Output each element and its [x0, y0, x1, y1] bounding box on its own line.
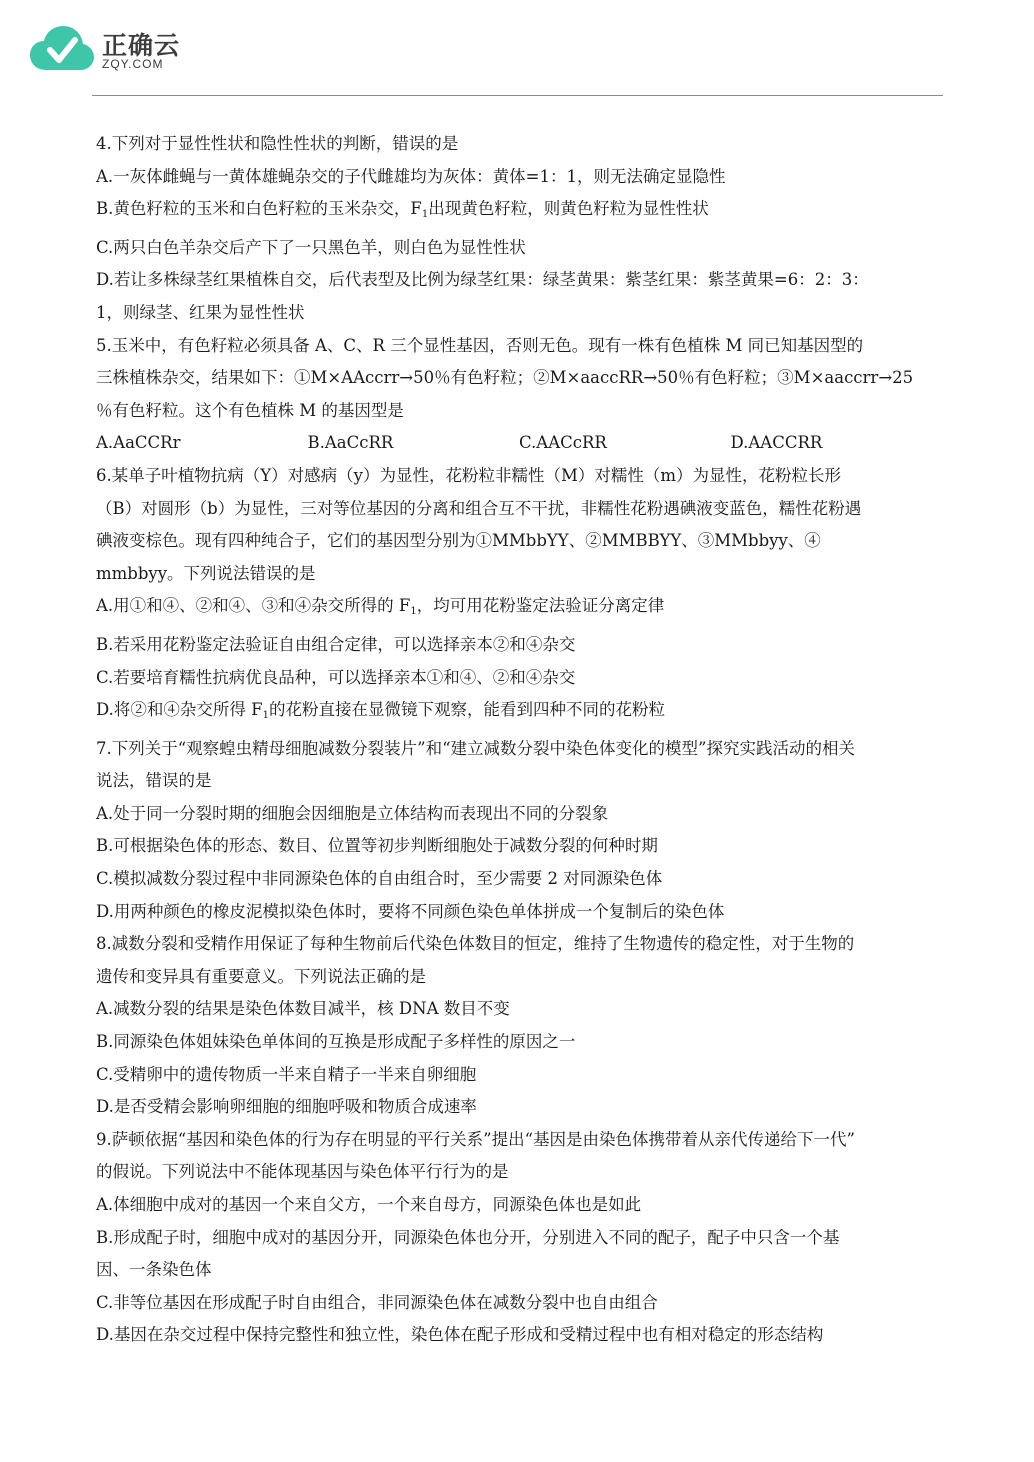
q9-option-c: C.非等位基因在形成配子时自由组合，非同源染色体在减数分裂中也自由组合 [96, 1292, 658, 1312]
brand-url: ZQY.COM [102, 57, 164, 71]
cloud-check-logo-icon [30, 24, 94, 74]
header [30, 20, 230, 80]
q5-option-b: B.AaCcRR [307, 433, 394, 453]
q4-stem: 4.下列对于显性性状和隐性性状的判断，错误的是 [96, 134, 459, 153]
q8-option-b: B.同源染色体姐妹染色单体间的互换是形成配子多样性的原因之一 [96, 1032, 576, 1052]
q4-option-c: C.两只白色羊杂交后产下了一只黑色羊，则白色为显性性状 [96, 237, 526, 257]
q5-options [96, 427, 942, 460]
q7-stem-line2: 说法，错误的是 [96, 771, 212, 791]
q7-option-b: B.可根据染色体的形态、数目、位置等初步判断细胞处于减数分裂的何种时期 [96, 836, 658, 856]
q6-stem-line3: 碘液变棕色。现有四种纯合子，它们的基因型分别为①MMbbYY、②MMBBYY、③MMbbyy、④ [96, 531, 821, 551]
q8-option-d: D.是否受精会影响卵细胞的细胞呼吸和物质合成速率 [96, 1097, 477, 1117]
q5-option-d: D.AACCRR [730, 433, 823, 453]
q9-stem-line1: 9.萨顿依据“基因和染色体的行为存在明显的平行关系”提出“基因是由染色体携带着从亲代传递给下一代” [96, 1129, 855, 1149]
q9-option-b-line2: 因、一条染色体 [96, 1260, 212, 1280]
q9-option-a: A.体细胞中成对的基因一个来自父方，一个来自母方，同源染色体也是如此 [96, 1195, 642, 1214]
q5-option-a: A.AaCCRr [96, 433, 181, 453]
q4-option-d-line2: 1，则绿茎、红果为显性性状 [96, 302, 305, 322]
q7-stem-line1: 7.下列关于“观察蝗虫精母细胞减数分裂装片”和“建立减数分裂中染色体变化的模型”探究实践活动的相关 [96, 738, 855, 758]
q6-option-d: D.将②和④杂交所得 $F_1$的花粉直接在显微镜下观察，能看到四种不同的花粉粒 [96, 700, 665, 722]
document-body [96, 128, 942, 1352]
q8-option-c: C.受精卵中的遗传物质一半来自精子一半来自卵细胞 [96, 1064, 477, 1084]
q6-option-b: B.若采用花粉鉴定法验证自由组合定律，可以选择亲本②和④杂交 [96, 634, 576, 654]
q6-option-a: A.用①和④、②和④、③和④杂交所得的 $F_1$，均可用花粉鉴定法验证分离定律 [96, 596, 665, 618]
q5-option-c: C.AACcRR [519, 433, 607, 453]
q7-option-c: C.模拟减数分裂过程中非同源染色体的自由组合时，至少需要 2 对同源染色体 [96, 869, 663, 889]
q5-stem-line3: ％有色籽粒。这个有色植株 M 的基因型是 [96, 400, 404, 420]
q5-stem-line2: 三株植株杂交，结果如下：①M×AAccrr→50％有色籽粒；②M×aaccRR→50％有色籽粒；③M×aaccrr→25 [96, 368, 914, 388]
q7-option-a: A.处于同一分裂时期的细胞会因细胞是立体结构而表现出不同的分裂象 [96, 803, 609, 823]
q9-stem-line2: 的假说。下列说法中不能体现基因与染色体平行行为的是 [96, 1162, 509, 1182]
q4-option-b: B.黄色籽粒的玉米和白色籽粒的玉米杂交，$F_1$出现黄色籽粒，则黄色籽粒为显性性状 [96, 199, 709, 221]
q6-stem-line2: （B）对圆形（b）为显性，三对等位基因的分离和组合互不干扰，非糯性花粉遇碘液变蓝色，糯性花粉遇 [96, 498, 862, 518]
q8-option-a: A.减数分裂的结果是染色体数目减半，核 DNA 数目不变 [96, 999, 510, 1019]
q6-option-c: C.若要培育糯性抗病优良品种，可以选择亲本①和④、②和④杂交 [96, 667, 576, 687]
q4-option-a: A.一灰体雌蝇与一黄体雄蝇杂交的子代雌雄均为灰体：黄体=1：1，则无法确定显隐性 [96, 166, 726, 186]
q8-stem-line1: 8.减数分裂和受精作用保证了每种生物前后代染色体数目的恒定，维持了生物遗传的稳定性，对于生物的 [96, 934, 855, 954]
q7-option-d: D.用两种颜色的橡皮泥模拟染色体时，要将不同颜色染色单体拼成一个复制后的染色体 [96, 901, 725, 921]
q6-stem-line1: 6.某单子叶植物抗病（Y）对感病（y）为显性，花粉粒非糯性（M）对糯性（m）为显性，花粉粒长形 [96, 465, 841, 485]
q5-stem-line1: 5.玉米中，有色籽粒必须具备 A、C、R 三个显性基因，否则无色。现有一株有色植株 M 同已知基因型的 [96, 335, 864, 355]
q6-stem-line4: mmbbyy。下列说法错误的是 [96, 563, 316, 583]
q4-option-d-line1: D.若让多株绿茎红果植株自交，后代表型及比例为绿茎红果：绿茎黄果：紫茎红果：紫茎黄果=6：2：3： [96, 270, 869, 290]
q9-option-b-line1: B.形成配子时，细胞中成对的基因分开，同源染色体也分开，分别进入不同的配子，配子中只含一个基 [96, 1227, 840, 1247]
q9-option-d: D.基因在杂交过程中保持完整性和独立性，染色体在配子形成和受精过程中也有相对稳定的形态结构 [96, 1325, 824, 1345]
brand-name: 正确云 [102, 31, 181, 60]
header-divider [92, 95, 943, 96]
q8-stem-line2: 遗传和变异具有重要意义。下列说法正确的是 [96, 966, 426, 986]
